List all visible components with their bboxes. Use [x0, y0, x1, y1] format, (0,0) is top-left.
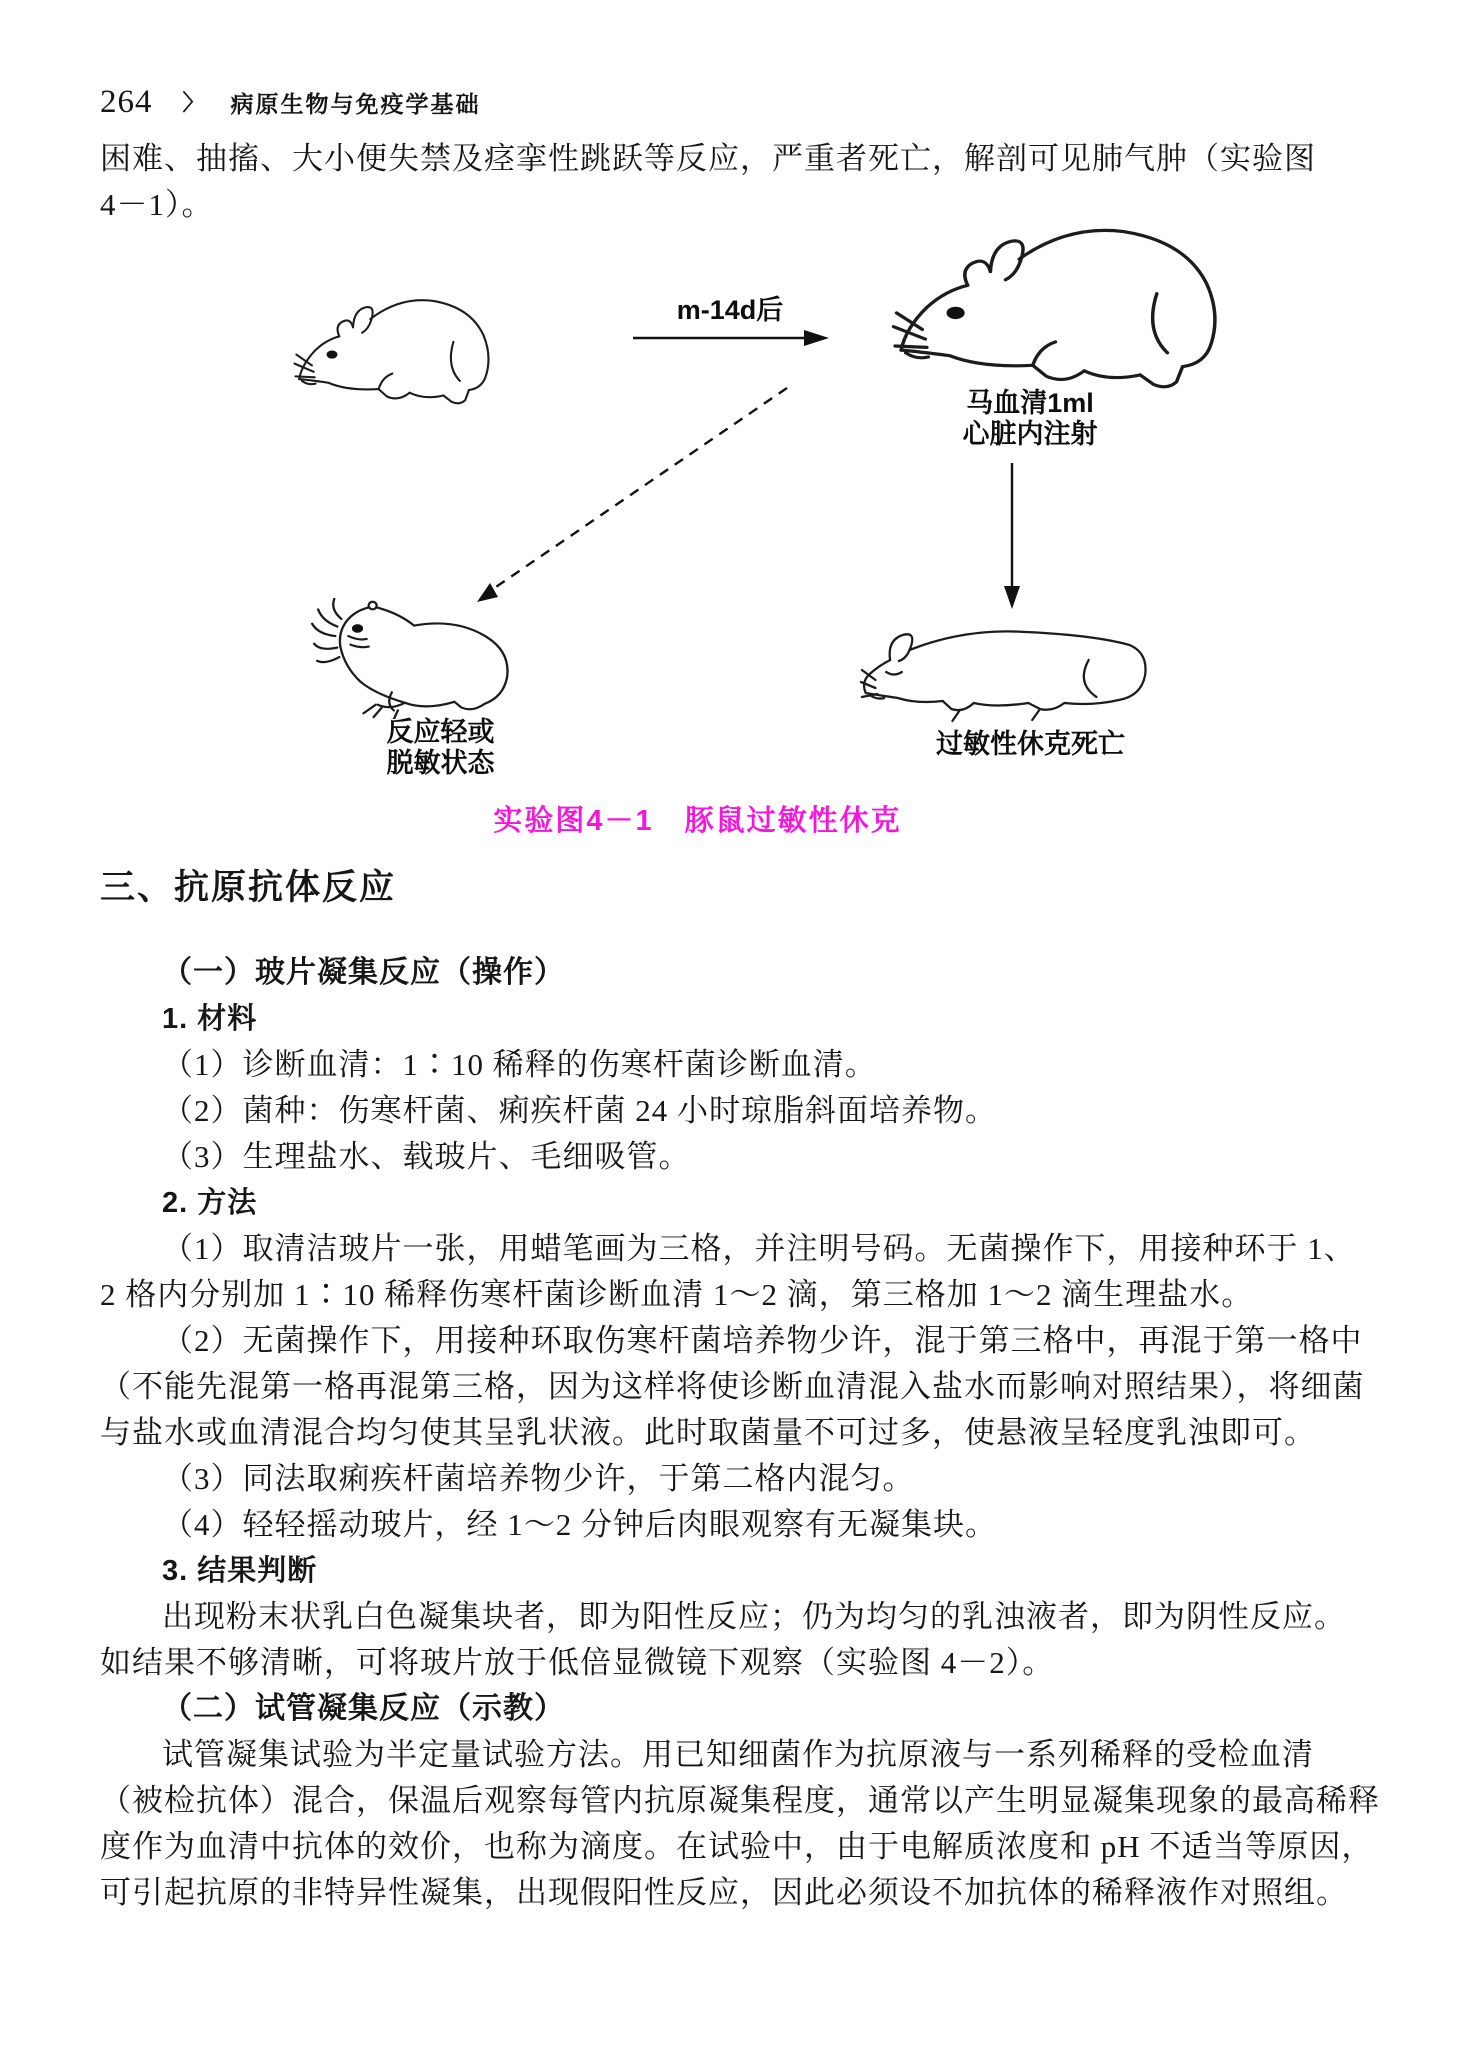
experiment-figure: [0, 205, 1457, 797]
text-line: （2）无菌操作下，用接种环取伤寒杆菌培养物少许，混于第三格中，再混于第一格中: [162, 1323, 1363, 1358]
text-line: （1）取清洁玻片一张，用蜡笔画为三格，并注明号码。无菌操作下，用接种环于 1、: [162, 1231, 1356, 1266]
page-number: 264: [100, 84, 153, 120]
injection-label-line1: 马血清1ml: [966, 388, 1094, 418]
arrow-down-icon: [1004, 463, 1020, 609]
text-line: 2 格内分别加 1∶10 稀释伤寒杆菌诊断血清 1～2 滴，第三格加 1～2 滴生理盐水。: [100, 1277, 1254, 1312]
text-line: 试管凝集试验为半定量试验方法。用已知细菌作为抗原液与一系列稀释的受检血清: [162, 1737, 1314, 1772]
mild-reaction-label-line1: 反应轻或: [386, 717, 495, 747]
text-line: 困难、抽搐、大小便失禁及痉挛性跳跃等反应，严重者死亡，解剖可见肺气肿（实验图: [100, 141, 1316, 176]
injection-label: [925, 388, 1135, 450]
arrow-duration-label: m-14d后: [676, 295, 784, 325]
subsection-heading: （二）试管凝集反应（示教）: [162, 1692, 565, 1725]
text-line: 与盐水或血清混合均匀使其呈乳状液。此时取菌量不可过多，使悬液呈轻度乳浊即可。: [100, 1415, 1316, 1450]
sub-item-heading: 2. 方法: [162, 1187, 258, 1219]
subsection-heading: （一）玻片凝集反应（操作）: [162, 956, 565, 989]
arrow-right-icon: [633, 330, 829, 346]
mild-reaction-label-line2: 脱敏状态: [386, 748, 495, 778]
sub-item-heading: 1. 材料: [162, 1003, 258, 1035]
text-line: 可引起抗原的非特异性凝集，出现假阳性反应，因此必须设不加抗体的稀释液作对照组。: [100, 1875, 1348, 1910]
text-line: 如结果不够清晰，可将玻片放于低倍显微镜下观察（实验图 4－2）。: [100, 1645, 1055, 1680]
text-line: （1）诊断血清：1∶10 稀释的伤寒杆菌诊断血清。: [162, 1047, 877, 1082]
text-line: 出现粉末状乳白色凝集块者，即为阳性反应；仍为均匀的乳浊液者，即为阴性反应。: [162, 1599, 1346, 1634]
text-line: （2）菌种：伤寒杆菌、痢疾杆菌 24 小时琼脂斜面培养物。: [162, 1093, 997, 1128]
injection-label-line2: 心脏内注射: [962, 419, 1098, 449]
book-title: 病原生物与免疫学基础: [230, 91, 481, 117]
text-line: （3）生理盐水、载玻片、毛细吸管。: [162, 1139, 691, 1174]
section-heading: 三、抗原抗体反应: [100, 868, 397, 907]
page-header: [100, 84, 481, 121]
text-line: 度作为血清中抗体的效价，也称为滴度。在试验中，由于电解质浓度和 pH 不适当等原因，: [100, 1829, 1374, 1864]
mild-reaction-label: [338, 717, 543, 779]
shock-death-label: 过敏性休克死亡: [936, 729, 1125, 759]
figure-caption: 实验图4－1 豚鼠过敏性休克: [493, 805, 902, 837]
text-line: （4）轻轻摇动玻片，经 1～2 分钟后肉眼观察有无凝集块。: [162, 1507, 997, 1542]
text-line: （3）同法取痢疾杆菌培养物少许，于第二格内混匀。: [162, 1461, 915, 1496]
sub-item-heading: 3. 结果判断: [162, 1555, 318, 1587]
text-line: 4－1）。: [100, 187, 214, 222]
arrow-dashed-icon: [477, 388, 787, 602]
text-line: （不能先混第一格再混第三格，因为这样将使诊断血清混入盐水而影响对照结果），将细菌: [100, 1369, 1365, 1404]
text-line: （被检抗体）混合，保温后观察每管内抗原凝集程度，通常以产生明显凝集现象的最高稀释: [100, 1783, 1380, 1818]
figure-arrows: [0, 205, 1457, 797]
chevron-right-icon: 〉: [182, 90, 205, 115]
section-content: [100, 950, 1420, 1916]
